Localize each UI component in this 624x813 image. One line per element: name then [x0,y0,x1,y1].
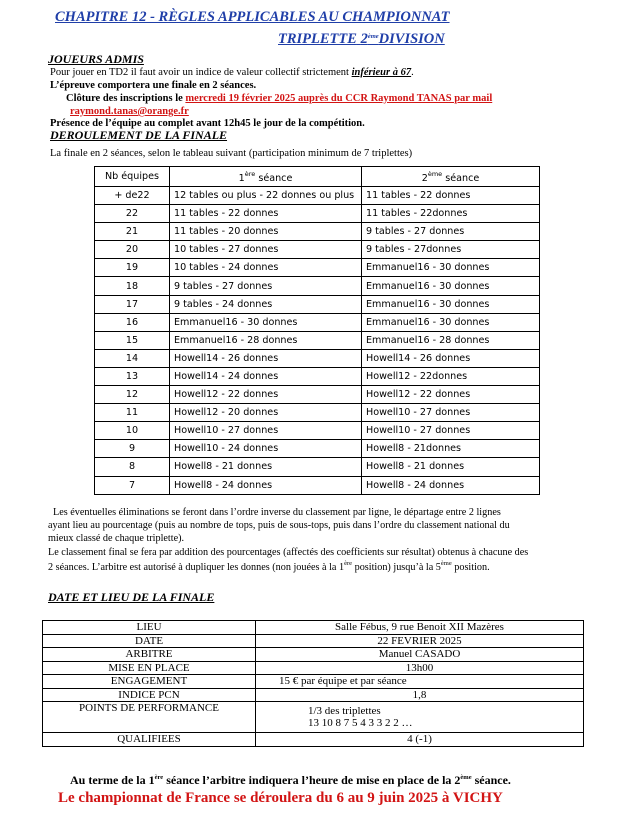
info-row [43,675,584,689]
seances-table [94,166,540,495]
cell-nb-equipes: 18 [95,277,170,295]
info-value-qualifiees: 4 (-1) [256,733,584,747]
indice-threshold: inférieur à 67 [351,67,412,78]
cell-seance-2: Howell10 - 27 donnes [362,404,540,422]
classement-sup-2: ème [440,560,452,567]
cell-seance-1: Howell10 - 27 donnes [170,422,362,440]
cell-seance-1: 11 tables - 22 donnes [170,205,362,223]
footer-text-a: Au terme de la 1 [70,773,155,787]
cell-seance-1: Howell12 - 22 donnes [170,386,362,404]
cell-seance-1: Emmanuel16 - 30 donnes [170,313,362,331]
cell-seance-1: Emmanuel16 - 28 donnes [170,331,362,349]
cell-seance-2: 9 tables - 27 donnes [362,223,540,241]
cell-seance-1: Howell12 - 20 donnes [170,404,362,422]
cell-nb-equipes: 11 [95,404,170,422]
title-division-number: 2 [360,31,368,47]
section-heading-date-lieu: DATE ET LIEU DE LA FINALE [48,590,215,604]
date-lieu-table [42,620,584,747]
cell-seance-2: Emmanuel16 - 30 donnes [362,259,540,277]
cell-seance-2: Emmanuel16 - 30 donnes [362,277,540,295]
table-row [95,386,540,404]
cell-nb-equipes: 14 [95,349,170,367]
header-seance-2-label: séance [442,172,480,184]
table-row [95,476,540,494]
cell-seance-2: Howell10 - 27 donnes [362,422,540,440]
table-row [95,241,540,259]
table-row [95,187,540,205]
cell-nb-equipes: 21 [95,223,170,241]
cell-seance-1: Howell8 - 24 donnes [170,476,362,494]
header-seance-1-num: 1 [238,172,245,184]
info-row [43,648,584,662]
footer-championnat-france: Le championnat de France se déroulera du 6 au 9 juin 2025 à VICHY [58,790,503,806]
cell-seance-2: Emmanuel16 - 30 donnes [362,295,540,313]
deroulement-intro: La finale en 2 séances, selon le tableau suivant (participation minimum de 7 triplettes) [50,148,413,159]
cell-seance-1: 9 tables - 27 donnes [170,277,362,295]
eliminations-line1: Les éventuelles éliminations se feront dans l’ordre inverse du classement par ligne, le départage entre 2 lignes [53,507,501,518]
table-row [95,277,540,295]
cell-seance-2: 11 tables - 22 donnes [362,187,540,205]
cell-nb-equipes: + de22 [95,187,170,205]
info-value-mise-en-place: 13h00 [256,661,584,675]
chapter-title-line2 [258,31,445,48]
info-label-qualifiees: QUALIFIEES [43,733,256,747]
table-row [95,259,540,277]
cell-seance-2: 11 tables - 22donnes [362,205,540,223]
title-division-sup: ème [367,33,379,40]
points-line1: 1/3 des triplettes [308,705,381,717]
cloture-date: mercredi 19 février 2025 auprès du CCR Raymond TANAS par mail [185,93,493,104]
joueurs-finale-line: L’épreuve comportera une finale en 2 séances. [50,80,257,91]
info-label-arbitre: ARBITRE [43,648,256,662]
cell-seance-1: Howell14 - 26 donnes [170,349,362,367]
info-label-mise-en-place: MISE EN PLACE [43,661,256,675]
cell-nb-equipes: 7 [95,476,170,494]
classement-line2 [48,560,490,573]
cell-seance-1: Howell8 - 21 donnes [170,458,362,476]
table-row [95,331,540,349]
cell-nb-equipes: 15 [95,331,170,349]
joueurs-indice-line [50,67,414,78]
contact-email-link[interactable]: raymond.tanas@orange.fr [70,106,189,117]
footer-sup-1: ère [154,774,164,781]
table-row [95,223,540,241]
cell-nb-equipes: 16 [95,313,170,331]
section-heading-joueurs: JOUEURS ADMIS [48,52,144,66]
cell-seance-2: Howell8 - 21 donnes [362,458,540,476]
info-value-engagement: 15 € par équipe et par séance [256,675,584,689]
footer-sup-2: ème [460,774,472,781]
table-row [95,295,540,313]
info-label-points: POINTS DE PERFORMANCE [43,702,256,733]
cell-seance-2: Howell8 - 21donnes [362,440,540,458]
cell-seance-1: Howell14 - 24 donnes [170,367,362,385]
cell-nb-equipes: 22 [95,205,170,223]
cell-seance-2: Howell8 - 24 donnes [362,476,540,494]
footer-mise-en-place-note [70,773,511,788]
header-seance-1-label: séance [255,172,293,184]
footer-text-c: séance. [471,773,511,787]
seances-header-row [95,167,540,187]
classement-text-a: 2 séances. L’arbitre est autorisé à dupliquer les donnes (non jouées à la 1 [48,562,345,573]
table-row [95,205,540,223]
info-label-date: DATE [43,634,256,648]
joueurs-presence-line: Présence de l’équipe au complet avant 12h45 le jour de la compétition. [50,118,365,129]
info-row [43,733,584,747]
indice-end: . [411,67,414,78]
info-row [43,621,584,635]
cell-nb-equipes: 19 [95,259,170,277]
cell-seance-2: Howell12 - 22 donnes [362,386,540,404]
header-seance-2 [362,167,540,187]
info-value-points [256,702,584,733]
table-row [95,458,540,476]
classement-sup-1: ère [344,560,353,567]
header-nb-equipes: Nb équipes [95,167,170,187]
header-seance-1-sup: ère [244,169,256,178]
cell-nb-equipes: 13 [95,367,170,385]
chapter-title-line1: CHAPITRE 12 - RÈGLES APPLICABLES AU CHAMPIONNAT [55,9,450,25]
info-label-lieu: LIEU [43,621,256,635]
joueurs-cloture-line [66,93,492,104]
cell-seance-1: 10 tables - 27 donnes [170,241,362,259]
cell-nb-equipes: 9 [95,440,170,458]
eliminations-line2: ayant lieu au pourcentage (puis au nombre de tops, puis de sous-tops, puis dans l’ordre du classement national du [48,520,510,531]
cell-nb-equipes: 10 [95,422,170,440]
indice-text: Pour jouer en TD2 il faut avoir un indice de valeur collectif strictement [50,67,352,78]
table-row [95,422,540,440]
cell-seance-1: Howell10 - 24 donnes [170,440,362,458]
info-label-indice: INDICE PCN [43,688,256,702]
info-row [43,688,584,702]
title-division: DIVISION [378,31,445,47]
cell-seance-2: Emmanuel16 - 28 donnes [362,331,540,349]
info-value-lieu: Salle Fébus, 9 rue Benoit XII Mazères [256,621,584,635]
info-row [43,634,584,648]
cell-seance-1: 9 tables - 24 donnes [170,295,362,313]
table-row [95,367,540,385]
info-value-date: 22 FEVRIER 2025 [256,634,584,648]
table-row [95,404,540,422]
classement-text-c: position. [451,562,490,573]
info-value-indice: 1,8 [256,688,584,702]
info-row [43,661,584,675]
cell-seance-2: Emmanuel16 - 30 donnes [362,313,540,331]
header-seance-2-num: 2 [421,172,428,184]
cell-seance-2: 9 tables - 27donnes [362,241,540,259]
cell-seance-1: 11 tables - 20 donnes [170,223,362,241]
footer-text-b: séance l’arbitre indiquera l’heure de mise en place de la 2 [163,773,461,787]
cell-seance-2: Howell12 - 22donnes [362,367,540,385]
cloture-label: Clôture des inscriptions le [66,93,186,104]
cell-seance-1: 12 tables ou plus - 22 donnes ou plus [170,187,362,205]
table-row [95,313,540,331]
classement-line1: Le classement final se fera par addition des pourcentages (affectés des coefficients sur résultat) obtenus à chacune des [48,547,529,558]
table-row [95,349,540,367]
cell-nb-equipes: 12 [95,386,170,404]
cell-seance-1: 10 tables - 24 donnes [170,259,362,277]
table-row [95,440,540,458]
info-label-engagement: ENGAGEMENT [43,675,256,689]
section-heading-deroulement: DEROULEMENT DE LA FINALE [50,128,228,142]
eliminations-line3: mieux classé de chaque triplette). [48,533,185,544]
header-seance-1 [170,167,362,187]
cell-seance-2: Howell14 - 26 donnes [362,349,540,367]
cell-nb-equipes: 8 [95,458,170,476]
points-line2: 13 10 8 7 5 4 3 3 2 2 … [308,717,413,729]
cell-nb-equipes: 20 [95,241,170,259]
info-row [43,702,584,733]
classement-text-b: position) jusqu’à la 5 [352,562,441,573]
info-value-arbitre: Manuel CASADO [256,648,584,662]
cell-nb-equipes: 17 [95,295,170,313]
header-seance-2-sup: ème [427,169,443,178]
title-triplette: TRIPLETTE [278,31,357,47]
